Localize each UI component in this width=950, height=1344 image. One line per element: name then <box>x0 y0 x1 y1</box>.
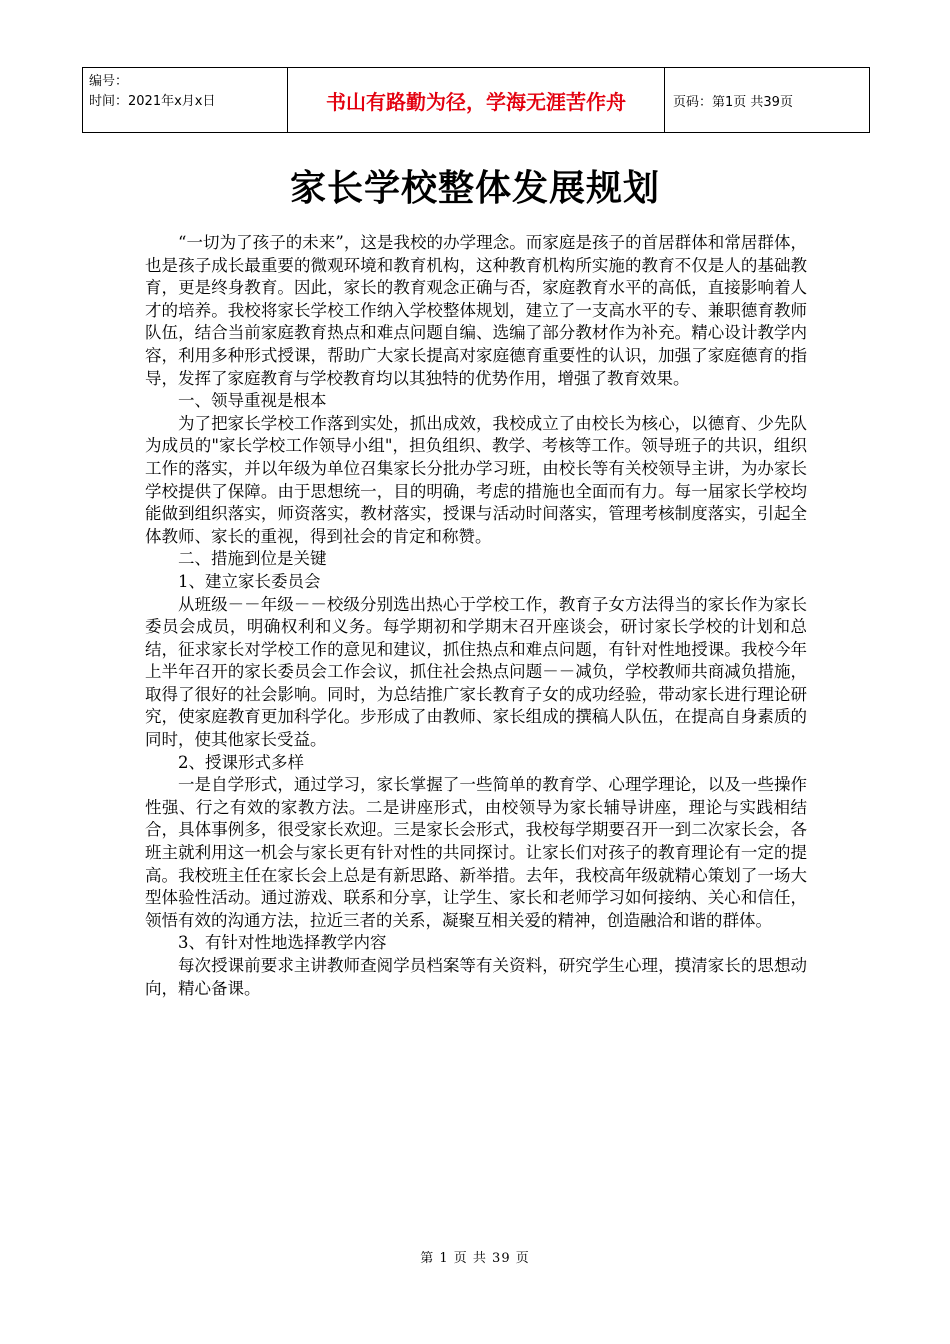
subsection-heading: 2、授课形式多样 <box>178 752 304 772</box>
document-body <box>145 232 807 1000</box>
document-header <box>82 67 870 133</box>
subsection-heading: 3、有针对性地选择教学内容 <box>178 933 387 953</box>
paragraph: 一是自学形式，通过学习，家长掌握了一些简单的教育学、心理学理论，以及一些操作性强、行之有效的家教方法。二是讲座形式，由校领导为家长辅导讲座，理论与实践相结合，具体事例多，很受家长欢迎。三是家长会形式，我校每学期要召开一到二次家长会，各班主就利用这一机会与家长更有针对性的共同探讨。让家长们对孩子的教育理论有一定的提高。我校班主任在家长会上总是有新思路、新举措。去年，我校高年级就精心策划了一场大型体验性活动。通过游戏、联系和分享，让学生、家长和老师学习如何接纳、关心和信任，领悟有效的沟通方法，拉近三者的关系，凝聚互相关爱的精神，创造融洽和谐的群体。 <box>145 775 807 930</box>
paragraph: 从班级－－年级－－校级分别选出热心于学校工作，教育子女方法得当的家长作为家长委员会成员，明确权利和义务。每学期初和学期末召开座谈会，研讨家长学校的计划和总结，征求家长对学校工作的意见和建议，抓住热点和难点问题，有针对性地授课。我校今年上半年召开的家长委员会工作会议，抓住社会热点问题－－减负，学校教师共商减负措施，取得了很好的社会影响。同时，为总结推广家长教育子女的成功经验，带动家长进行理论研究，使家庭教育更加科学化。步形成了由教师、家长组成的撰稿人队伍，在提高自身素质的同时，使其他家长受益。 <box>145 594 807 750</box>
code-label: 编号： <box>89 74 129 89</box>
paragraph: “一切为了孩子的未来”，这是我校的办学理念。而家庭是孩子的首居群体和常居群体，也是孩子成长最重要的微观环境和教育机构，这种教育机构所实施的教育不仅是人的基础教育，更是终身教育。因此，家长的教育观念正确与否，家庭教育水平的高低，直接影响着人才的培养。我校将家长学校工作纳入学校整体规划，建立了一支高水平的专、兼职德育教师队伍，结合当前家庭教育热点和难点问题自编、选编了部分教材作为补充。精心设计教学内容，利用多种形式授课，帮助广大家长提高对家庭德育重要性的认识，加强了家庭德育的指导，发挥了家庭教育与学校教育均以其独特的优势作用，增强了教育效果。 <box>145 233 807 388</box>
header-motto: 书山有路勤为径，学海无涯苦作舟 <box>288 68 665 133</box>
header-page-info: 页码：第1页 共39页 <box>665 68 870 133</box>
paragraph: 每次授课前要求主讲教师查阅学员档案等有关资料，研究学生心理，摸清家长的思想动向，精心备课。 <box>145 956 807 998</box>
paragraph: 为了把家长学校工作落到实处，抓出成效，我校成立了由校长为核心，以德育、少先队为成员的"家长学校工作领导小组"，担负组织、教学、考核等工作。领导班子的共识，组织工作的落实，并以年级为单位召集家长分批办学习班，由校长等有关校领导主讲，为办家长学校提供了保障。由于思想统一，目的明确，考虑的措施也全面而有力。每一届家长学校均能做到组织落实，师资落实，教材落实，授课与活动时间落实，管理考核制度落实，引起全体教师、家长的重视，得到社会的肯定和称赞。 <box>145 413 807 546</box>
section-heading: 一、领导重视是根本 <box>178 391 327 411</box>
document-title: 家长学校整体发展规划 <box>289 168 660 209</box>
subsection-heading: 1、建立家长委员会 <box>178 571 321 591</box>
section-heading: 二、措施到位是关键 <box>178 549 327 569</box>
date-label: 时间：2021年x月x日 <box>89 94 216 109</box>
page-footer: 第 1 页 共 39 页 <box>420 1251 530 1266</box>
header-meta-cell <box>83 68 288 133</box>
